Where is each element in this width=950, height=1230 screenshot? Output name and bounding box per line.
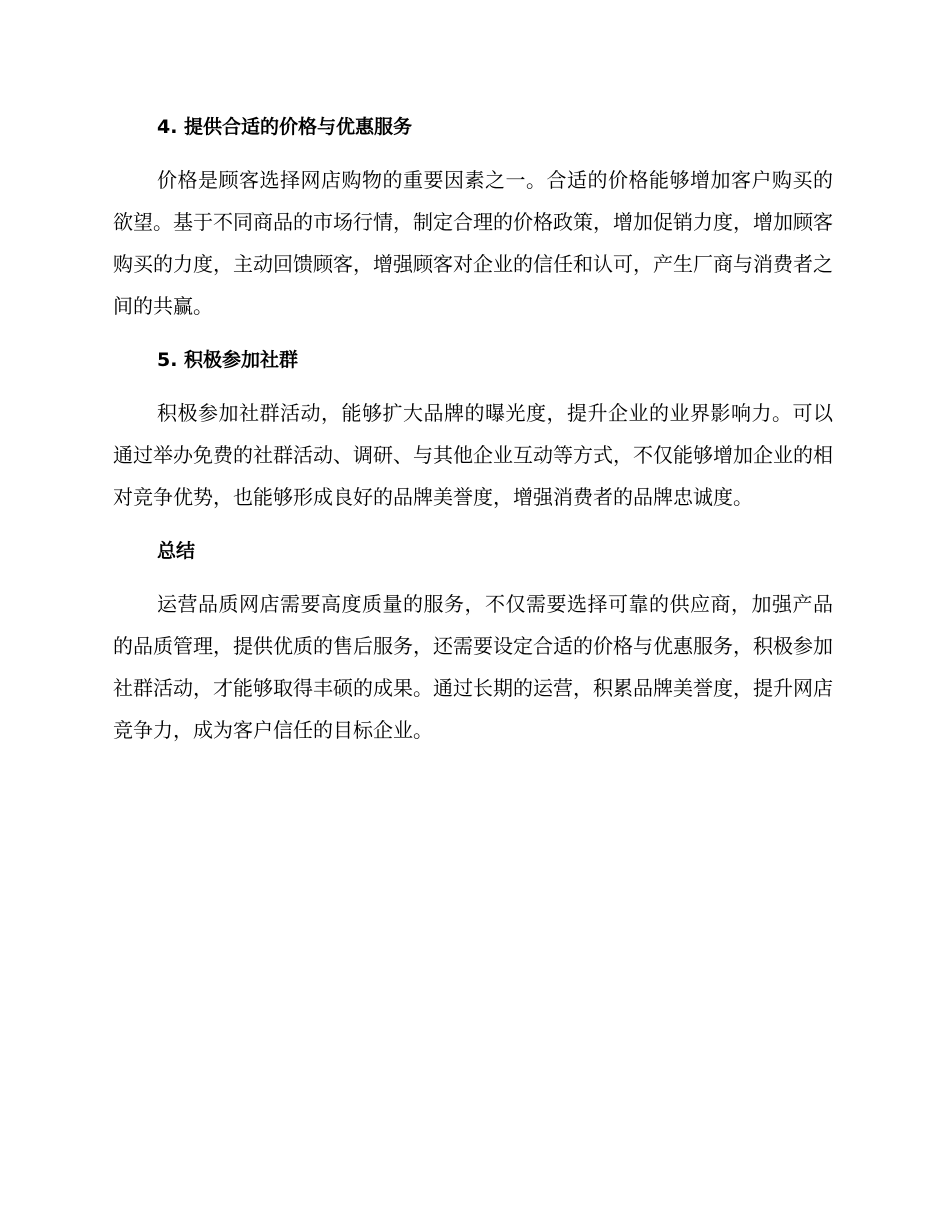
section-heading-pricing: 4. 提供合适的价格与优惠服务 [157, 116, 413, 138]
section-heading-community: 5. 积极参加社群 [157, 349, 299, 371]
section-body-summary: 运营品质网店需要高度质量的服务，不仅需要选择可靠的供应商，加强产品的品质管理，提供优质的售后服务，还需要设定合适的价格与优惠服务，积极参加社群活动，才能够取得丰硕的成果。通过长期的运营，积累品牌美誉度，提升网店竞争力，成为客户信任的目标企业。 [113, 592, 833, 742]
document-page [113, 108, 833, 765]
section-heading-summary: 总结 [157, 540, 196, 562]
section-body-community: 积极参加社群活动，能够扩大品牌的曝光度，提升企业的业界影响力。可以通过举办免费的社群活动、调研、与其他企业互动等方式，不仅能够增加企业的相对竞争优势，也能够形成良好的品牌美誉度，增强消费者的品牌忠诚度。 [113, 401, 833, 509]
section-body-pricing: 价格是顾客选择网店购物的重要因素之一。合适的价格能够增加客户购买的欲望。基于不同商品的市场行情，制定合理的价格政策，增加促销力度，增加顾客购买的力度，主动回馈顾客，增强顾客对企业的信任和认可，产生厂商与消费者之间的共赢。 [113, 168, 833, 318]
